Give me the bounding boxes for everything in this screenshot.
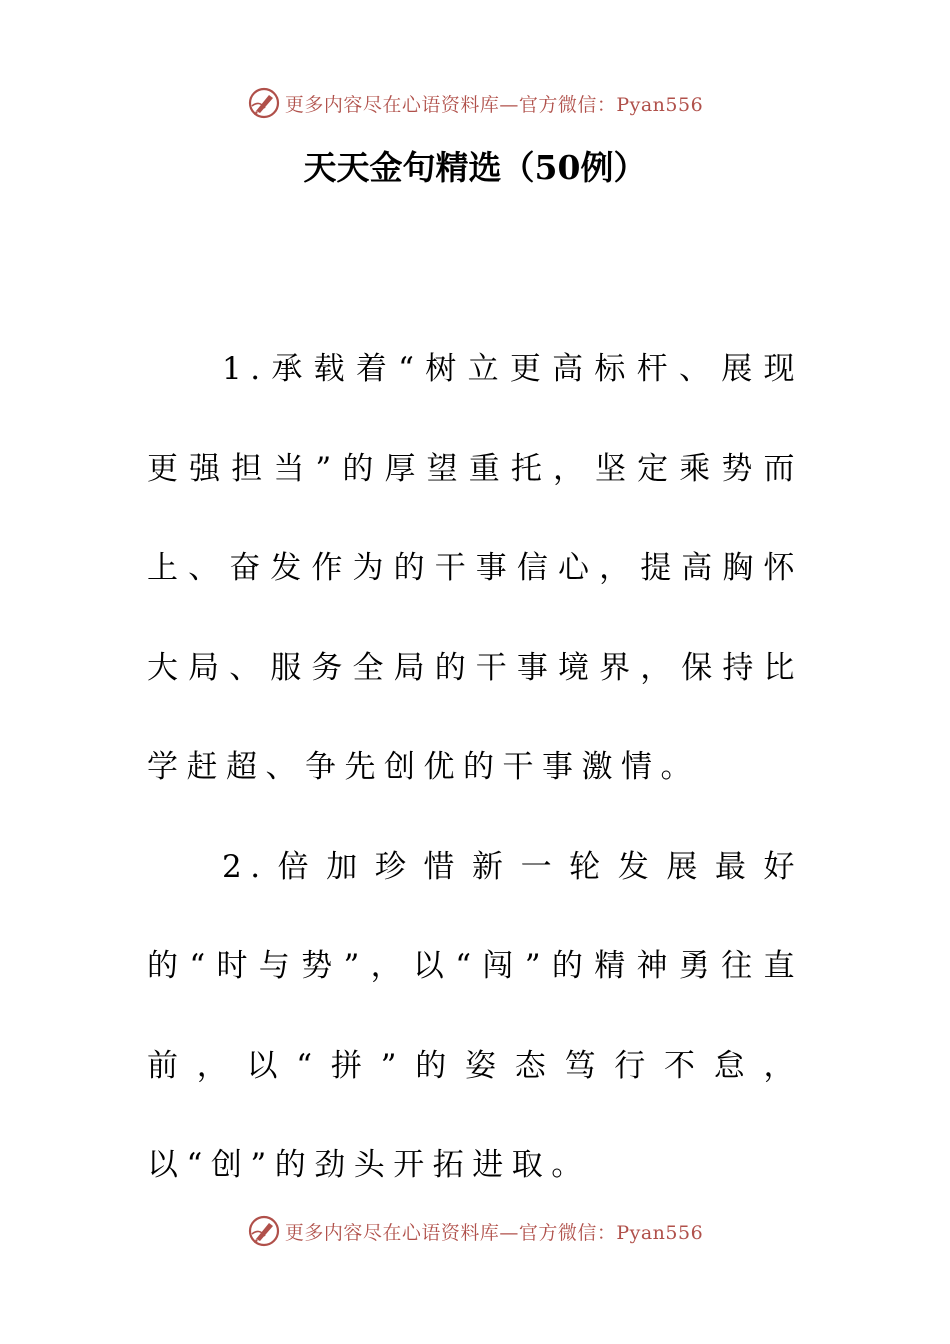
document-title: 天天金句精选（50例）	[303, 148, 647, 187]
pen-logo-icon	[247, 86, 281, 120]
header-promo-text: 更多内容尽在心语资料库—官方微信：Pyan556	[284, 93, 704, 116]
document-body	[147, 320, 803, 1216]
paragraph-2: 2.倍加珍惜新一轮发展最好的“时与势”，以“闯”的精神勇往直前，以“拼”的姿态笃行不怠，以“创”的劲头开拓进取。	[147, 848, 803, 1183]
footer-promo-text: 更多内容尽在心语资料库—官方微信：Pyan556	[284, 1221, 704, 1244]
pen-logo-icon	[247, 1214, 281, 1248]
header-watermark-banner	[0, 83, 950, 123]
paragraph-1: 1.承载着“树立更高标杆、展现更强担当”的厚望重托，坚定乘势而上、奋发作为的干事信心，提高胸怀大局、服务全局的干事境界，保持比学赶超、争先创优的干事激情。	[147, 351, 803, 785]
footer-watermark-banner	[0, 1211, 950, 1251]
